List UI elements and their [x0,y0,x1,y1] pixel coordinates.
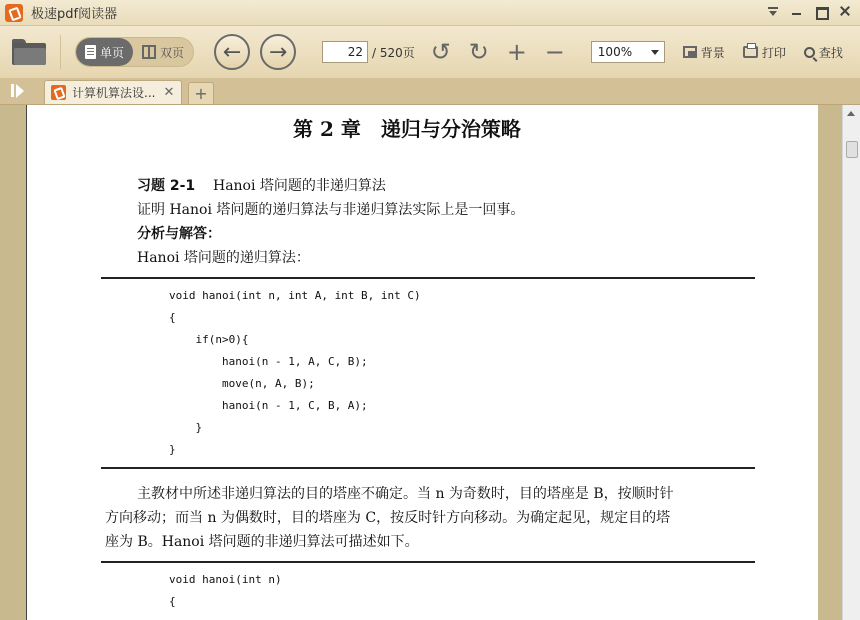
double-page-label: 双页 [160,45,185,60]
document-viewport [0,105,860,620]
recursive-caption: Hanoi 塔问题的递归算法： [137,250,310,266]
code-line: void hanoi(int n) [169,573,282,586]
single-page-icon [85,45,96,59]
minimize-icon[interactable] [790,4,804,18]
view-mode-toggle [75,37,194,67]
window-controls [766,4,852,18]
search-icon [804,47,815,58]
zoom-out-icon[interactable]: − [544,38,565,66]
page-number-input[interactable]: 22 [322,41,368,63]
background-button[interactable] [683,44,725,61]
toolbar-divider [60,35,61,69]
analysis-label: 分析与解答： [137,226,221,242]
code-divider-top [101,277,755,279]
double-page-icon [142,45,156,59]
code-divider-bottom [101,467,755,469]
exercise-heading [137,175,386,195]
exercise-label: 习题 2-1 [137,178,196,194]
sidebar-arrow-icon [16,84,24,98]
plus-icon: + [194,84,208,103]
code-line: move(n, A, B); [169,377,315,390]
arrow-left-icon: ← [222,39,242,65]
scroll-up-icon[interactable] [847,111,855,116]
code-line: hanoi(n - 1, A, C, B); [169,355,368,368]
paragraph-line: 主教材中所述非递归算法的目的塔座不确定。当 n 为奇数时，目的塔座是 B，按顺时针 [137,486,674,502]
chapter-title: 第 2 章 递归与分治策略 [293,117,521,141]
title-bar [0,0,860,26]
paragraph-line: 座为 B。Hanoi 塔问题的非递归算法可描述如下。 [105,534,419,550]
tab-close-icon[interactable]: ✕ [163,85,175,100]
exercise-description: 证明 Hanoi 塔问题的递归算法与非递归算法实际上是一回事。 [137,202,525,218]
single-page-button[interactable] [76,38,133,66]
search-label: 查找 [818,45,843,60]
code-line: } [169,421,203,434]
vertical-scrollbar[interactable] [842,105,860,620]
app-title: 极速pdf阅读器 [31,7,118,22]
code-line: void hanoi(int n, int A, int B, int C) [169,289,421,302]
single-page-label: 单页 [100,45,125,60]
code-line: if(n>0){ [169,333,249,346]
paragraph-line: 方向移动；而当 n 为偶数时，目的塔座为 C，按反时针方向移动。为确定起见，规定目的塔 [105,510,671,526]
scroll-thumb[interactable] [846,141,858,158]
arrow-right-icon: → [268,39,288,65]
search-button[interactable] [804,44,843,61]
rotate-left-icon[interactable]: ↺ [430,38,451,66]
background-icon [683,46,697,58]
zoom-in-icon[interactable]: + [506,38,527,66]
open-folder-icon[interactable] [12,39,46,65]
code-line: { [169,595,176,608]
code-line: hanoi(n - 1, C, B, A); [169,399,368,412]
next-page-button[interactable] [260,34,296,70]
close-icon[interactable] [838,4,852,18]
printer-icon [743,46,758,58]
exercise-title: Hanoi 塔问题的非递归算法 [212,178,386,194]
document-tab[interactable] [44,80,182,104]
previous-page-button[interactable] [214,34,250,70]
print-label: 打印 [761,45,786,60]
tab-bar [0,78,860,105]
background-label: 背景 [700,45,725,60]
rotate-right-icon[interactable]: ↻ [468,38,489,66]
zoom-select[interactable]: 100% [591,41,665,63]
new-tab-button[interactable] [188,82,214,104]
toolbar [0,26,860,78]
code-line: } [169,443,176,456]
print-button[interactable] [743,44,786,61]
double-page-button[interactable] [133,38,193,66]
pdf-page [26,105,818,620]
tab-title: 计算机算法设... [72,86,156,100]
code-line: { [169,311,176,324]
pdf-logo-icon [51,85,66,100]
sidebar-toggle-button[interactable] [0,77,34,104]
maximize-icon[interactable] [814,4,828,18]
menu-dropdown-icon[interactable] [766,4,780,18]
app-logo-icon [5,4,23,22]
code-divider-top [101,561,755,563]
page-total: / 520页 [372,45,415,60]
